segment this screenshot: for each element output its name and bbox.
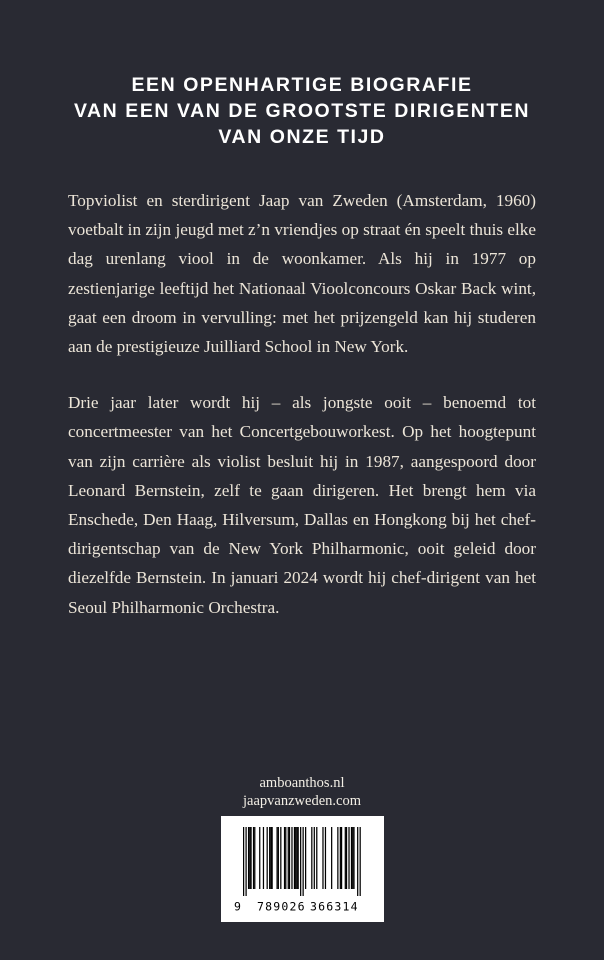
author-website-link[interactable]: jaapvanzweden.com (243, 792, 361, 809)
ean13-barcode (231, 825, 374, 913)
svg-text:9: 9 (233, 899, 241, 913)
headline-line-1: EEN OPENHARTIGE BIOGRAFIE (131, 74, 473, 96)
cover-footer (0, 775, 604, 960)
blurb-paragraph-1: Topviolist en sterdirigent Jaap van Zweden (Amsterdam, 1960) voetbalt in zijn jeugd met z’n vriendjes op straat én speelt thuis elke dag urenlang viool in de woonkamer. Als hij in 1977 op zestienjarige leeftijd het Nationaal Vioolconcours Oskar Back wint, gaat een droom in vervulling: met het prijzengeld kan hij studeren aan de prestigieuze Juilliard School in New York. (68, 191, 536, 357)
blurb-text (0, 186, 604, 622)
headline-line-3: VAN ONZE TIJD (218, 126, 386, 148)
blurb-paragraph-2: Drie jaar later wordt hij – als jongste ooit – benoemd tot concertmeester van het Concertgebouworkest. Op het hoogtepunt van zijn carrière als violist besluit hij in 1987, aangespoord door Leonard Bernstein, zelf te gaan dirigeren. Het brengt hem via Enschede, Den Haag, Hilversum, Dallas en Hongkong bij het chef-dirigentschap van de New York Philharmonic, ooit geleid door diezelfde Bernstein. In januari 2024 wordt hij chef-dirigent van het Seoul Philharmonic Orchestra. (68, 393, 536, 617)
page-title (0, 72, 604, 150)
publisher-website-link[interactable]: amboanthos.nl (259, 775, 345, 791)
isbn-barcode-panel (221, 816, 384, 922)
svg-text:789026: 789026 (256, 899, 306, 913)
headline-line-2: VAN EEN VAN DE GROOTSTE DIRIGENTEN (73, 100, 531, 122)
svg-text:366314: 366314 (309, 899, 359, 913)
publisher-links (243, 775, 361, 810)
